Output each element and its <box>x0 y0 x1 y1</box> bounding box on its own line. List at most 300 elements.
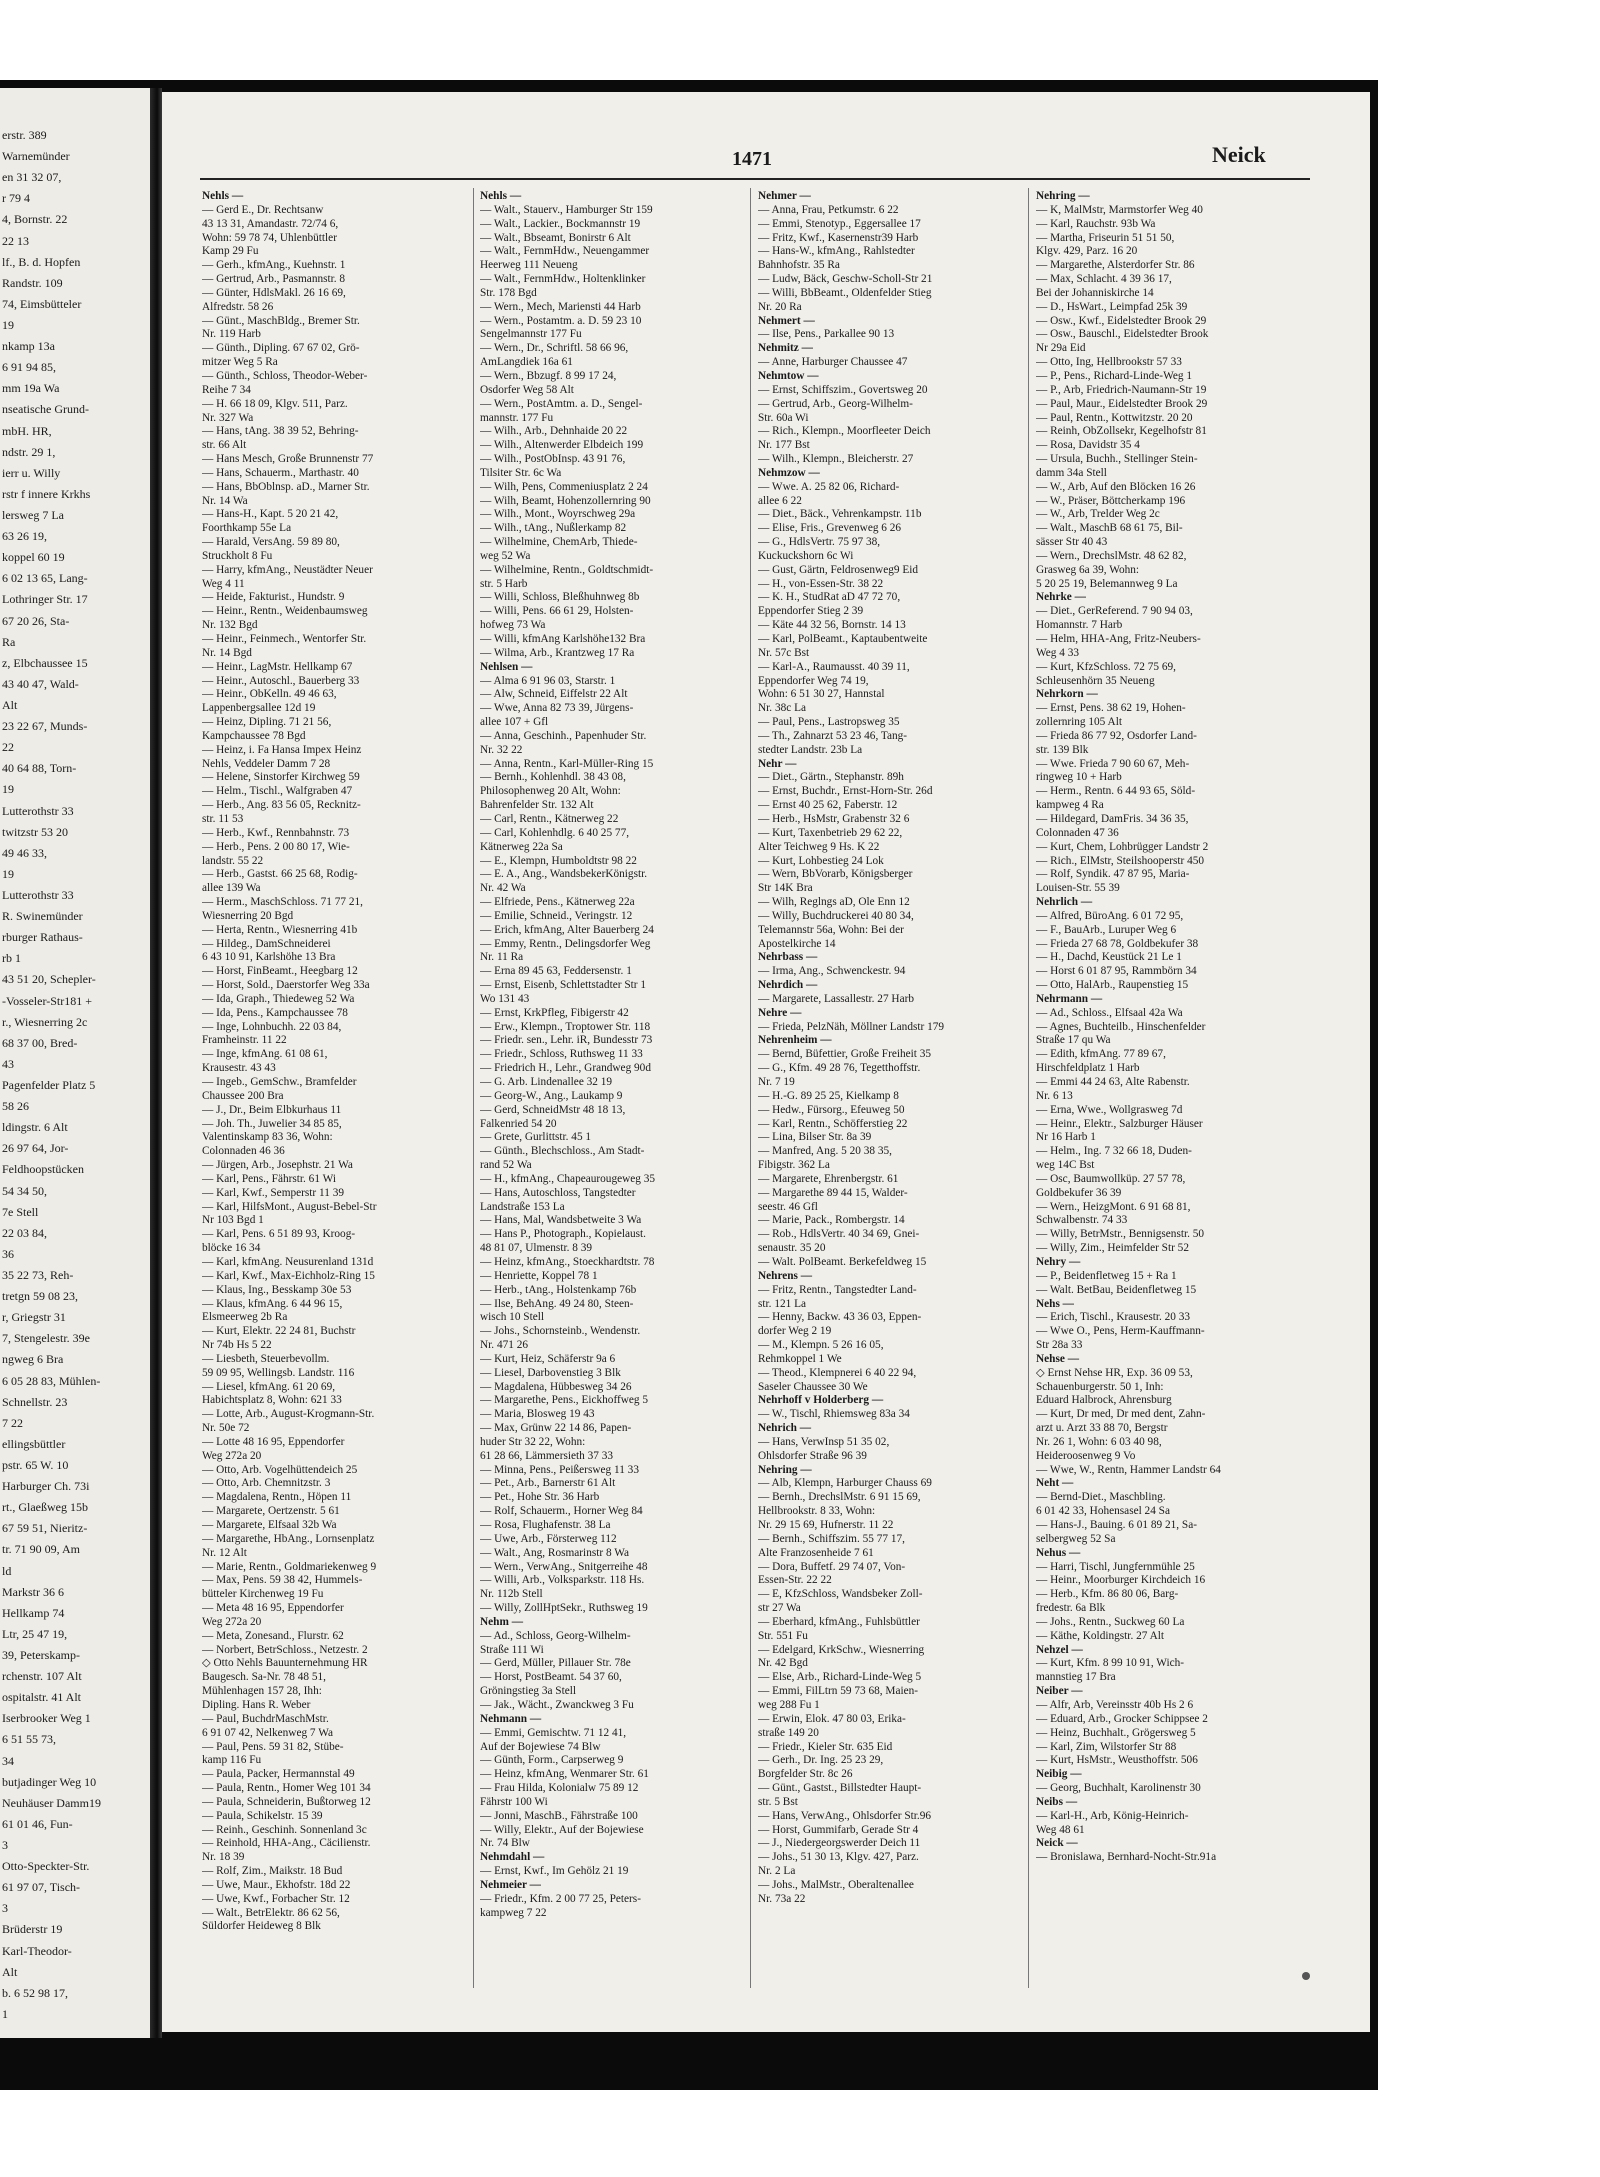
directory-entry-line: — Willy, BetrMstr., Bennigsenstr. 50 <box>1036 1228 1205 1241</box>
directory-entry-line: Nr. 12 Alt <box>202 1546 247 1559</box>
directory-entry-line: — Gerh., kfmAng., Kuehnstr. 1 <box>202 259 346 272</box>
directory-entry-line: — Wern., Bbzugf. 8 99 17 24, <box>480 369 617 382</box>
directory-entry-line: Elsmeerweg 2b Ra <box>202 1311 288 1324</box>
directory-entry-line: str 27 Wa <box>758 1602 801 1615</box>
directory-entry-line: — Frieda, PelzNäh, Möllner Landstr 179 <box>758 1020 945 1033</box>
directory-entry-line: — Hans, Autoschloss, Tangstedter <box>480 1186 636 1199</box>
left-page-line: 67 20 26, Sta- <box>2 613 70 628</box>
directory-entry-line: — Magdalena, Rentn., Höpen 11 <box>202 1491 352 1504</box>
directory-entry-line: Philosophenweg 20 Alt, Wohn: <box>480 785 621 798</box>
directory-entry-line: — Grete, Gurlittstr. 45 1 <box>480 1131 592 1144</box>
directory-entry-line: Weg 4 33 <box>1036 646 1080 659</box>
left-page-line: 74, Eimsbütteler <box>2 296 82 311</box>
directory-entry-line: landstr. 55 22 <box>202 854 264 867</box>
directory-entry-line: — Frieda 86 77 92, Osdorfer Land- <box>1036 729 1197 742</box>
directory-entry-line: — Uwe, Arb., Försterweg 112 <box>480 1532 617 1545</box>
directory-entry-line: — Walt., Bbseamt, Bonirstr 6 Alt <box>480 231 631 244</box>
directory-entry-line: — Harald, VersAng. 59 89 80, <box>202 536 340 549</box>
directory-entry-line: — Lina, Bilser Str. 8a 39 <box>758 1131 872 1144</box>
directory-entry-line: — Horst, Sold., Daerstorfer Weg 33a <box>202 979 370 992</box>
left-page-line: Ra <box>2 634 16 649</box>
directory-entry-line: — Lotte, Arb., August-Krogmann-Str. <box>202 1408 375 1421</box>
directory-entry-line: — Alw, Schneid, Eiffelstr 22 Alt <box>480 688 628 701</box>
directory-entry-line: Straße 111 Wi <box>480 1643 544 1656</box>
left-page-line: Otto-Speckter-Str. <box>2 1859 90 1874</box>
directory-entry-line: — Inge, Lohnbuchh. 22 03 84, <box>202 1020 342 1033</box>
directory-entry-line: — Wilh., Klempn., Bleicherstr. 27 <box>758 453 914 466</box>
directory-entry-line: — Wern., PostAmtm. a. D., Sengel- <box>480 397 643 410</box>
directory-entry-line: — Liesbeth, Steuerbevollm. <box>202 1352 330 1365</box>
directory-entry-line: — Karl, Zim, Wilstorfer Str 88 <box>1036 1740 1177 1753</box>
directory-entry-line: — Karl-H., Arb, König-Heinrich- <box>1036 1809 1189 1822</box>
directory-entry-line: — J., Niedergeorgswerder Deich 11 <box>758 1837 921 1850</box>
directory-entry-line: — Wilhelmine, Rentn., Goldtschmidt- <box>480 563 654 576</box>
directory-entry-line: Homannstr. 7 Harb <box>1036 619 1123 632</box>
directory-entry-line: Lappenbergsallee 12d 19 <box>202 702 316 715</box>
directory-entry-line: — Erwin, Elok. 47 80 03, Erika- <box>758 1712 906 1725</box>
directory-entry-line: — Ilse, Pens., Parkallee 90 13 <box>758 328 895 341</box>
directory-entry-line: — Gertrud, Arb., Georg-Wilhelm- <box>758 397 913 410</box>
directory-entry-line: — Emmi 44 24 63, Alte Rabenstr. <box>1036 1076 1190 1088</box>
directory-entry-line: — Karl, Pens. 6 51 89 93, Kroog- <box>202 1228 356 1241</box>
directory-entry-line: — Friedr., Kieler Str. 635 Eid <box>758 1740 893 1753</box>
directory-entry-line: — Emmi, Stenotyp., Eggersallee 17 <box>758 217 921 230</box>
directory-entry-line: — Paula, Schneiderin, Bußtorweg 12 <box>202 1795 371 1808</box>
directory-entry-line: — Reinhold, HHA-Ang., Cäcilienstr. <box>202 1837 371 1850</box>
directory-entry-line: — Margarete, Oertzenstr. 5 61 <box>202 1505 340 1518</box>
directory-entry-line: Str 14K Bra <box>758 882 813 895</box>
directory-entry-line: — Wwe, W., Rentn, Hammer Landstr 64 <box>1036 1463 1221 1476</box>
directory-entry-line: — Erna, Wwe., Wollgrasweg 7d <box>1036 1103 1183 1116</box>
directory-entry-line: — Ida, Graph., Thiedeweg 52 Wa <box>202 992 355 1005</box>
directory-entry-line: Telemannstr 56a, Wohn: Bei der <box>758 923 904 936</box>
left-page-line: z, Elbchaussee 15 <box>2 655 88 670</box>
directory-entry-line: Bahnhofstr. 35 Ra <box>758 259 840 272</box>
left-page-line: 49 46 33, <box>2 845 47 860</box>
directory-entry-line: — Walt., BetrElektr. 86 62 56, <box>202 1906 340 1919</box>
directory-entry-line: — Wilhelmine, ChemArb, Thiede- <box>480 536 638 549</box>
directory-entry-line: Schauenburgerstr. 50 1, Inh: <box>1036 1380 1164 1393</box>
directory-entry-line: 43 13 31, Amandastr. 72/74 6, <box>202 217 339 230</box>
directory-entry-line: — Wern., Mech, Mariensti 44 Harb <box>480 300 641 313</box>
left-page-line: butjadinger Weg 10 <box>2 1774 97 1789</box>
directory-entry-line: Nehls, Veddeler Damm 7 28 <box>202 757 331 770</box>
left-page-line: tretgn 59 08 23, <box>2 1289 78 1304</box>
directory-entry-line: — Hans-H., Kapt. 5 20 21 42, <box>202 508 339 521</box>
left-page-line: 43 51 20, Schepler- <box>2 972 96 987</box>
directory-entry-line: — Rolf, Schauerm., Horner Weg 84 <box>480 1505 643 1518</box>
directory-entry-line: — Ernst, Kwf., Im Gehölz 21 19 <box>480 1865 629 1878</box>
surname-heading: Neiber — <box>1036 1685 1083 1698</box>
directory-entry-line: — Otto, Arb. Chemnitzstr. 3 <box>202 1477 331 1490</box>
directory-entry-line: — G., Kfm. 49 28 76, Tegetthoffstr. <box>758 1062 921 1075</box>
left-page-line: 6 05 28 83, Mühlen- <box>2 1373 101 1388</box>
directory-entry-line: — Wilh., tAng., Nußlerkamp 82 <box>480 522 627 535</box>
left-page-line: 43 <box>2 1056 14 1071</box>
directory-entry-line: — Margarethe, Pens., Eickhoffweg 5 <box>480 1394 649 1407</box>
left-page-line: Schnellstr. 23 <box>2 1394 68 1409</box>
left-page-line: 61 01 46, Fun- <box>2 1816 73 1831</box>
directory-entry-line: Straße 17 qu Wa <box>1036 1034 1111 1047</box>
directory-entry-line: Valentinskamp 83 36, Wohn: <box>202 1131 333 1144</box>
surname-heading: Nehrenheim — <box>758 1034 832 1047</box>
left-page-line: Iserbrooker Weg 1 <box>2 1711 91 1726</box>
directory-entry-line: Nr. 18 39 <box>202 1851 245 1864</box>
directory-entry-line: — Wilma, Arb., Krantzweg 17 Ra <box>480 646 635 659</box>
directory-entry-line: Wo 131 43 <box>480 992 530 1005</box>
directory-entry-line: Nr. 471 26 <box>480 1339 529 1352</box>
directory-entry-line: Weg 48 61 <box>1036 1823 1085 1836</box>
left-page-line: 35 22 73, Reh- <box>2 1268 74 1282</box>
surname-heading: Nehring — <box>1036 190 1090 202</box>
left-page-line: koppel 60 19 <box>2 550 65 565</box>
directory-entry-line: — Hans, tAng. 38 39 52, Behring- <box>202 425 359 438</box>
directory-entry-line: — Heinr., Feinmech., Wentorfer Str. <box>202 633 367 645</box>
left-page-line: Randstr. 109 <box>2 275 63 290</box>
directory-entry-line: — Gerd E., Dr. Rechtsanw <box>202 203 324 216</box>
directory-entry-line: — Willy, ZollHptSekr., Ruthsweg 19 <box>480 1602 648 1615</box>
directory-entry-line: — Walt., Stauerv., Hamburger Str 159 <box>480 203 653 216</box>
directory-entry-line: — Max, Schlacht. 4 39 36 17, <box>1036 273 1172 286</box>
directory-entry-line: — Wwe. Frieda 7 90 60 67, Meh- <box>1036 757 1190 770</box>
directory-entry-line: — Willy, Buchdruckerei 40 80 34, <box>758 909 914 922</box>
surname-heading: Nehzel — <box>1036 1643 1083 1656</box>
directory-entry-line: Eduard Halbrock, Ahrensburg <box>1036 1394 1172 1407</box>
directory-entry-line: mitzer Weg 5 Ra <box>202 356 278 369</box>
directory-entry-line: — Wern, BbVorarb, Königsberger <box>758 868 913 881</box>
directory-entry-line: wisch 10 Stell <box>480 1311 545 1324</box>
directory-entry-line: — Günth, Form., Carpserweg 9 <box>480 1754 624 1767</box>
directory-entry-line: — Henriette, Koppel 78 1 <box>480 1269 598 1282</box>
directory-entry-line: — W., Präser, Böttcherkamp 196 <box>1036 494 1186 507</box>
directory-entry-line: Nr. 112b Stell <box>480 1588 543 1601</box>
directory-entry-line: — Edelgard, KrkSchw., Wiesnerring <box>758 1643 925 1656</box>
directory-entry-line: — Helm., Tischl., Walfgraben 47 <box>202 785 353 798</box>
directory-entry-line: Fibigstr. 362 La <box>758 1159 830 1172</box>
directory-entry-line: — E., Klempn, Humboldtstr 98 22 <box>480 854 637 867</box>
directory-entry-line: Osdorfer Weg 58 Alt <box>480 383 574 396</box>
surname-heading: Nehring — <box>758 1463 812 1476</box>
directory-entry-line: allee 107 + Gfl <box>480 716 549 729</box>
directory-entry-line: — Paul, Pens. 59 31 82, Stübe- <box>202 1740 344 1753</box>
directory-entry-line: — Willy, Zim., Heimfelder Str 52 <box>1036 1242 1189 1255</box>
column-divider <box>750 188 751 1988</box>
directory-entry-line: Nr. 29 15 69, Hufnerstr. 11 22 <box>758 1519 894 1531</box>
directory-entry-line: — Friedr. sen., Lehr. iR, Bundesstr 73 <box>480 1034 653 1047</box>
directory-entry-line: — Georg-W., Ang., Laukamp 9 <box>480 1089 623 1102</box>
directory-entry-line: 6 43 10 91, Karlshöhe 13 Bra <box>202 951 336 964</box>
left-page-line: -Vosseler-Str181 + <box>2 993 92 1008</box>
directory-entry-line: — Reinh., Geschinh. Sonnenland 3c <box>202 1823 367 1836</box>
surname-heading: Nehmeier — <box>480 1878 541 1891</box>
directory-entry-line: — Kurt, HsMstr., Weusthoffstr. 506 <box>1036 1754 1198 1767</box>
directory-entry-line: — Walt., Ang, Rosmarinstr 8 Wa <box>480 1546 630 1559</box>
left-page-line: rt., Glaeßweg 15b <box>2 1500 88 1515</box>
left-page-line: pstr. 65 W. 10 <box>2 1458 69 1472</box>
directory-entry-line: str. 66 Alt <box>202 439 247 452</box>
directory-entry-line: — Hans, Schauerm., Marthastr. 40 <box>202 466 359 479</box>
directory-entry-line: AmLangdiek 16a 61 <box>480 356 573 369</box>
directory-entry-line: — Helm., Ing. 7 32 66 18, Duden- <box>1036 1145 1192 1158</box>
surname-heading: Nehmert — <box>758 314 815 327</box>
directory-entry-line: Nr 16 Harb 1 <box>1036 1131 1096 1144</box>
directory-entry-line: — Anna, Rentn., Karl-Müller-Ring 15 <box>480 757 654 770</box>
directory-entry-line: Alfredstr. 58 26 <box>202 300 274 313</box>
directory-entry-line: — Anna, Frau, Petkumstr. 6 22 <box>758 203 899 216</box>
left-page-line: 22 <box>2 740 14 755</box>
left-page-line: Pagenfelder Platz 5 <box>2 1078 96 1092</box>
directory-entry-line: — Agnes, Buchteilb., Hinschenfelder <box>1036 1020 1206 1033</box>
directory-entry-line: — Carl, Rentn., Kätnerweg 22 <box>480 812 619 825</box>
directory-entry-line: — Meta 48 16 95, Eppendorfer <box>202 1602 344 1615</box>
directory-entry-line: — Heinr., Elektr., Salzburger Häuser <box>1036 1117 1203 1130</box>
directory-entry-line: Landstraße 153 La <box>480 1200 565 1213</box>
directory-entry-line: Schwalbenstr. 74 33 <box>1036 1214 1128 1227</box>
directory-entry-line: Kuckuckshorn 6c Wi <box>758 549 854 562</box>
directory-entry-line: — Wilh., Altenwerder Elbdeich 199 <box>480 439 644 452</box>
directory-entry-line: — Johs., Rentn., Suckweg 60 La <box>1036 1615 1185 1628</box>
directory-entry-line: — Hans Mesch, Große Brunnenstr 77 <box>202 453 374 466</box>
directory-entry-line: — Bronislawa, Bernhard-Nocht-Str.91a <box>1036 1851 1217 1864</box>
directory-entry-line: — Karl, Rauchstr. 93b Wa <box>1036 217 1156 230</box>
directory-entry-line: Nr. 14 Bgd <box>202 646 252 659</box>
left-page-line: r, Griegstr 31 <box>2 1310 66 1325</box>
directory-entry-line: Heerweg 111 Neueng <box>480 259 578 272</box>
directory-entry-line: — Liesel, kfmAng. 61 20 69, <box>202 1380 336 1393</box>
surname-heading: Nehrdich — <box>758 979 818 992</box>
directory-entry-line: — Erna 89 45 63, Feddersenstr. 1 <box>480 965 632 978</box>
directory-entry-line: Essen-Str. 22 22 <box>758 1574 832 1587</box>
directory-entry-line: weg 14C Bst <box>1036 1159 1095 1172</box>
directory-entry-line: — Heinr., Autoschl., Bauerberg 33 <box>202 674 360 687</box>
column-divider <box>1028 188 1029 1988</box>
directory-entry-line: Baugesch. Sa-Nr. 78 48 51, <box>202 1671 326 1684</box>
directory-entry-line: 6 01 42 33, Hohensasel 24 Sa <box>1036 1505 1170 1518</box>
directory-entry-line: — Rosa, Davidstr 35 4 <box>1036 439 1140 452</box>
left-page-line: 6 51 55 73, <box>2 1732 56 1747</box>
directory-entry-line: — Herb., Kwf., Rennbahnstr. 73 <box>202 826 350 839</box>
surname-heading: Nehrhoff v Holderberg — <box>758 1394 884 1407</box>
directory-entry-line: Gröningstieg 3a Stell <box>480 1685 577 1698</box>
directory-entry-line: — Willy, Elektr., Auf der Bojewiese <box>480 1823 644 1836</box>
left-page-line: rburger Rathaus- <box>2 930 83 945</box>
directory-entry-line: — Günter, HdlsMakl. 26 16 69, <box>202 286 346 299</box>
directory-entry-line: — Max, Pens. 59 38 42, Hummels- <box>202 1574 363 1587</box>
directory-entry-line: — Alb, Klempn, Harburger Chauss 69 <box>758 1477 932 1490</box>
directory-entry-line: — E, KfzSchloss, Wandsbeker Zoll- <box>758 1588 923 1601</box>
directory-entry-line: — Ingeb., GemSchw., Bramfelder <box>202 1076 357 1088</box>
directory-entry-line: — F., BauArb., Luruper Weg 6 <box>1036 923 1177 936</box>
surname-heading: Neht — <box>1036 1477 1074 1490</box>
directory-entry-line: ◇ Otto Nehls Bauunternehmung HR <box>202 1657 368 1670</box>
directory-entry-line: — Erich, kfmAng, Alter Bauerberg 24 <box>480 923 654 936</box>
directory-entry-line: straße 149 20 <box>758 1726 819 1739</box>
directory-entry-line: — Walt. PolBeamt. Berkefeldweg 15 <box>758 1255 927 1268</box>
surname-heading: Nehmer — <box>758 190 811 202</box>
surname-heading: Nehrkorn — <box>1036 688 1098 701</box>
left-page-line: ellingsbüttler <box>2 1436 66 1451</box>
directory-entry-line: — Ernst, Eisenb, Schlettstadter Str 1 <box>480 979 646 992</box>
left-page-line: 19 <box>2 866 14 881</box>
left-page-line: Lothringer Str. 17 <box>2 592 88 607</box>
directory-entry-line: Louisen-Str. 55 39 <box>1036 882 1120 895</box>
directory-entry-line: — Anne, Harburger Chaussee 47 <box>758 356 908 369</box>
directory-entry-line: — Kurt, Kfm. 8 99 10 91, Wich- <box>1036 1657 1185 1670</box>
directory-entry-line: — Rob., HdlsVertr. 40 34 69, Gnei- <box>758 1228 920 1241</box>
left-page-line: twitzstr 53 20 <box>2 824 68 839</box>
directory-entry-line: — Margarethe 89 44 15, Walder- <box>758 1186 908 1199</box>
directory-entry-line: — Wilh, Pens, Commeniusplatz 2 24 <box>480 480 648 493</box>
directory-entry-line: — Emmy, Rentn., Delingsdorfer Weg <box>480 937 651 950</box>
directory-entry-line: seestr. 46 Gfl <box>758 1200 818 1213</box>
directory-entry-line: str. 121 La <box>758 1297 807 1310</box>
directory-entry-line: — Wern., Dr., Schriftl. 58 66 96, <box>480 342 629 355</box>
directory-entry-line: — Gerh., Dr. Ing. 25 23 29, <box>758 1754 884 1767</box>
directory-entry-line: — Herb., Kfm. 86 80 06, Barg- <box>1036 1588 1179 1601</box>
directory-entry-line: — Alma 6 91 96 03, Starstr. 1 <box>480 674 616 687</box>
directory-entry-line: — Hans, VerwAng., Ohlsdorfer Str.96 <box>758 1809 931 1822</box>
page-mark <box>1302 1972 1310 1980</box>
left-page-line: 61 97 07, Tisch- <box>2 1880 81 1895</box>
entry-column-3 <box>758 190 1020 1990</box>
directory-entry-line: — Alfr, Arb, Vereinsstr 40b Hs 2 6 <box>1036 1698 1194 1711</box>
left-page-line: Neuhäuser Damm19 <box>2 1795 101 1810</box>
left-page-line: 67 59 51, Nieritz- <box>2 1521 88 1536</box>
left-page-line: b. 6 52 98 17, <box>2 1985 68 2000</box>
directory-entry-line: — Heinz, Buchhalt., Grögersweg 5 <box>1036 1726 1196 1739</box>
directory-entry-line: — Emmi, Gemischtw. 71 12 41, <box>480 1726 627 1739</box>
directory-entry-line: — Harry, kfmAng., Neustädter Neuer <box>202 563 373 576</box>
left-page-line: ngweg 6 Bra <box>2 1352 64 1367</box>
directory-entry-line: — Osw., Kwf., Eidelstedter Brook 29 <box>1036 314 1207 327</box>
surname-heading: Neick — <box>1036 1837 1078 1850</box>
directory-entry-line: — Klaus, Ing., Besskamp 30e 53 <box>202 1283 352 1296</box>
left-page-line: 22 13 <box>2 233 29 248</box>
directory-entry-line: — Hildeg., DamSchneiderei <box>202 937 331 950</box>
directory-entry-line: — Diet., GerReferend. 7 90 94 03, <box>1036 605 1193 618</box>
left-page-line: 6 91 94 85, <box>2 360 56 375</box>
left-page-line: ndstr. 29 1, <box>2 444 56 459</box>
directory-entry-line: — Wilh., PostObInsp. 43 91 76, <box>480 453 626 466</box>
directory-entry-line: Nr. 7 19 <box>758 1076 795 1088</box>
directory-entry-line: Wiesnerring 20 Bgd <box>202 909 294 922</box>
directory-entry-line: — Gertrud, Arb., Pasmannstr. 8 <box>202 273 346 286</box>
directory-entry-line: — Walt., MaschB 68 61 75, Bil- <box>1036 522 1183 535</box>
directory-entry-line: — Horst, FinBeamt., Heegbarg 12 <box>202 965 358 978</box>
directory-entry-line: — Karl, Kwf., Max-Eichholz-Ring 15 <box>202 1269 375 1282</box>
left-page-line: 6 02 13 65, Lang- <box>2 571 88 586</box>
left-page-line: 7, Stengelestr. 39e <box>2 1331 90 1346</box>
directory-entry-line: — Hans, BbOblnsp. aD., Marner Str. <box>202 480 370 493</box>
directory-entry-line: — Minna, Pens., Peißersweg 11 33 <box>480 1463 639 1476</box>
directory-entry-line: mannstieg 17 Bra <box>1036 1671 1116 1684</box>
directory-entry-line: Nr. 327 Wa <box>202 411 254 424</box>
directory-entry-line: Bahrenfelder Str. 132 Alt <box>480 799 594 812</box>
directory-entry-line: Hellbrookstr. 8 33, Wohn: <box>758 1505 876 1518</box>
directory-entry-line: — Rosa, Flughafenstr. 38 La <box>480 1519 611 1531</box>
directory-entry-line: — Hans-W., kfmAng., Rahlstedter <box>758 245 915 258</box>
directory-entry-line: Bei der Johanniskirche 14 <box>1036 286 1154 299</box>
directory-entry-line: — Heinr., ObKelln. 49 46 63, <box>202 688 337 701</box>
directory-entry-line: Nr. 42 Bgd <box>758 1657 808 1670</box>
directory-entry-line: Nr. 6 13 <box>1036 1089 1073 1102</box>
left-page-line: nseatische Grund- <box>2 402 89 417</box>
directory-entry-line: — W., Arb, Auf den Blöcken 16 26 <box>1036 480 1196 493</box>
directory-entry-line: — Heinz, kfmAng., Stoeckhardtstr. 78 <box>480 1255 655 1268</box>
directory-entry-line: hofweg 73 Wa <box>480 619 546 632</box>
directory-entry-line: — Herb., HsMstr, Grabenstr 32 6 <box>758 812 910 825</box>
directory-entry-line: — Margarete, Lassallestr. 27 Harb <box>758 992 915 1005</box>
directory-entry-line: — Ernst, KrkPfleg, Fibigerstr 42 <box>480 1006 629 1019</box>
directory-entry-line: — Hans-J., Bauing. 6 01 89 21, Sa- <box>1036 1519 1197 1531</box>
directory-entry-line: — Karl, Rentn., Schöfferstieg 22 <box>758 1117 908 1130</box>
directory-entry-line: Reihe 7 34 <box>202 383 251 396</box>
directory-entry-line: ◇ Ernst Nehse HR, Exp. 36 09 53, <box>1036 1366 1193 1379</box>
directory-entry-line: — Jonni, MaschB., Fährstraße 100 <box>480 1809 638 1822</box>
directory-entry-line: — P., Pens., Richard-Linde-Weg 1 <box>1036 369 1192 382</box>
directory-entry-line: — Wwe. A. 25 82 06, Richard- <box>758 480 900 493</box>
directory-entry-line: — Walt., FernmHdw., Holtenklinker <box>480 273 646 286</box>
directory-entry-line: Eppendorfer Weg 74 19, <box>758 674 869 687</box>
directory-entry-line: — Paula, Schikelstr. 15 39 <box>202 1809 323 1822</box>
directory-entry-line: — Ludw, Bäck, Geschw-Scholl-Str 21 <box>758 273 933 286</box>
directory-entry-line: Nr. 73a 22 <box>758 1892 806 1905</box>
directory-entry-line: — Wern., VerwAng., Snitgerreihe 48 <box>480 1560 648 1573</box>
left-page-line: en 31 32 07, <box>2 170 62 185</box>
surname-heading: Nehmtow — <box>758 369 819 382</box>
directory-entry-line: Nr. 11 Ra <box>480 951 524 964</box>
directory-entry-line: — Norbert, BetrSchloss., Netzestr. 2 <box>202 1643 368 1656</box>
directory-entry-line: — G. Arb. Lindenallee 32 19 <box>480 1076 613 1088</box>
directory-entry-line: Alte Franzosenheide 7 61 <box>758 1546 874 1559</box>
directory-entry-line: — Wern., DrechslMstr. 48 62 82, <box>1036 549 1187 562</box>
surname-heading: Nehrlich — <box>1036 896 1093 909</box>
directory-entry-line: Nr. 57c Bst <box>758 646 810 659</box>
directory-entry-line: — Karl, HilfsMont., August-Bebel-Str <box>202 1200 377 1213</box>
directory-entry-line: — E. A., Ang., WandsbekerKönigstr. <box>480 868 648 881</box>
directory-entry-line: — Diet., Gärtn., Stephanstr. 89h <box>758 771 904 784</box>
directory-entry-line: — Kurt, KfzSchloss. 72 75 69, <box>1036 660 1176 673</box>
left-page-line: R. Swinemünder <box>2 909 83 924</box>
directory-entry-line: — Paula, Rentn., Homer Weg 101 34 <box>202 1782 371 1795</box>
directory-entry-line: — Bernh., Kohlenhdl. 38 43 08, <box>480 771 626 784</box>
directory-entry-line: — Marie, Pack., Rombergstr. 14 <box>758 1214 905 1227</box>
directory-entry-line: — Walt. BetBau, Beidenfletweg 15 <box>1036 1283 1197 1296</box>
left-page-line: ierr u. Willy <box>2 465 61 480</box>
directory-entry-line: — K, MalMstr, Marmstorfer Weg 40 <box>1036 203 1203 216</box>
directory-entry-line: Nr. 119 Harb <box>202 328 261 341</box>
directory-entry-line: — Alfred, BüroAng. 6 01 72 95, <box>1036 909 1184 922</box>
surname-heading: Nehse — <box>1036 1352 1079 1365</box>
directory-entry-line: mannstr. 177 Fu <box>480 411 554 424</box>
directory-entry-line: — Klaus, kfmAng. 6 44 96 15, <box>202 1297 343 1310</box>
directory-entry-line: Apostelkirche 14 <box>758 937 836 950</box>
surname-heading: Nehs — <box>1036 1297 1074 1310</box>
directory-entry-line: bütteler Kirchenweg 19 Fu <box>202 1588 324 1601</box>
directory-entry-line: Dipling. Hans R. Weber <box>202 1698 311 1711</box>
directory-entry-line: Sengelmannstr 177 Fu <box>480 328 582 341</box>
left-page-line: Alt <box>2 1964 18 1979</box>
directory-entry-line: — Kurt, Dr med, Dr med dent, Zahn- <box>1036 1408 1206 1421</box>
left-page-line: rstr f innere Krkhs <box>2 486 91 501</box>
left-page-line: Lutterothstr 33 <box>2 803 74 818</box>
directory-entry-line: — Diet., Bäck., Vehrenkampstr. 11b <box>758 508 922 521</box>
directory-entry-line: str. 5 Harb <box>480 577 528 590</box>
left-page-line: Brüderstr 19 <box>2 1922 63 1937</box>
directory-entry-line: rand 52 Wa <box>480 1159 532 1172</box>
directory-entry-line: — Osc, Baumwollküp. 27 57 78, <box>1036 1172 1186 1185</box>
directory-entry-line: — Pet., Hohe Str. 36 Harb <box>480 1491 600 1504</box>
